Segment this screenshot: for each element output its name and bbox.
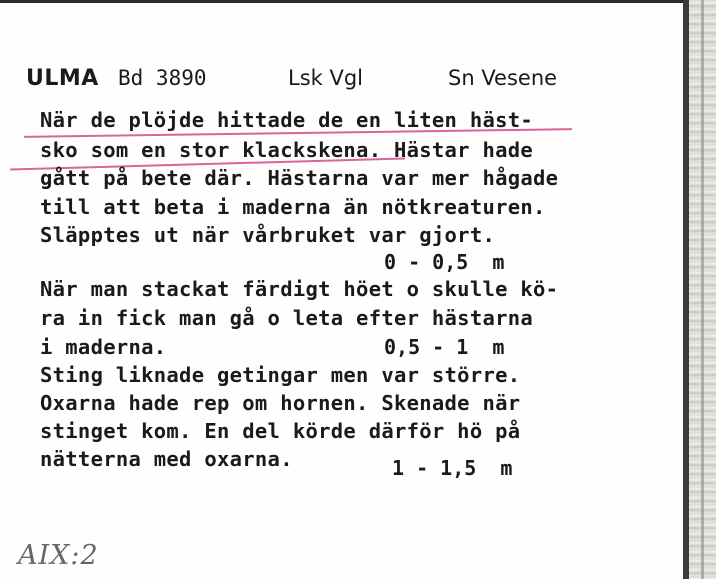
text-line: nätterna med oxarna. (40, 447, 293, 471)
depth-measure: 0,5 - 1 m (384, 335, 505, 359)
text-line: Släpptes ut när vårbruket var gjort. (40, 223, 496, 247)
text-line: ra in fick man gå o leta efter hästarna (40, 306, 534, 330)
archive-signature: AIX:2 (18, 540, 99, 571)
text-line: När de plöjde hittade de en liten häst- (40, 108, 534, 132)
depth-measure: 0 - 0,5 m (384, 250, 505, 274)
text-line: När man stackat färdigt höet o skulle kö- (40, 277, 559, 301)
text-line: sko som en stor klackskena. Hästar hade (40, 138, 534, 162)
card-top-border (0, 0, 690, 3)
depth-measure: 1 - 1,5 m (392, 456, 513, 480)
header-archive: ULMA (26, 66, 99, 91)
header-parish: Sn Vesene (448, 66, 558, 90)
text-line: gått på bete där. Hästarna var mer hågade (40, 166, 559, 190)
scanned-edge (689, 0, 716, 579)
text-line: till att beta i maderna än nötkreaturen. (40, 195, 546, 219)
text-line: Sting liknade getingar men var större. (40, 363, 521, 387)
header-volume: Bd 3890 (118, 66, 207, 90)
card-header (26, 66, 626, 96)
text-line: Oxarna hade rep om hornen. Skenade när (40, 391, 521, 415)
header-province: Lsk Vgl (288, 66, 364, 90)
text-line: stinget kom. En del körde därför hö på (40, 419, 521, 443)
text-line: i maderna. (40, 335, 167, 359)
